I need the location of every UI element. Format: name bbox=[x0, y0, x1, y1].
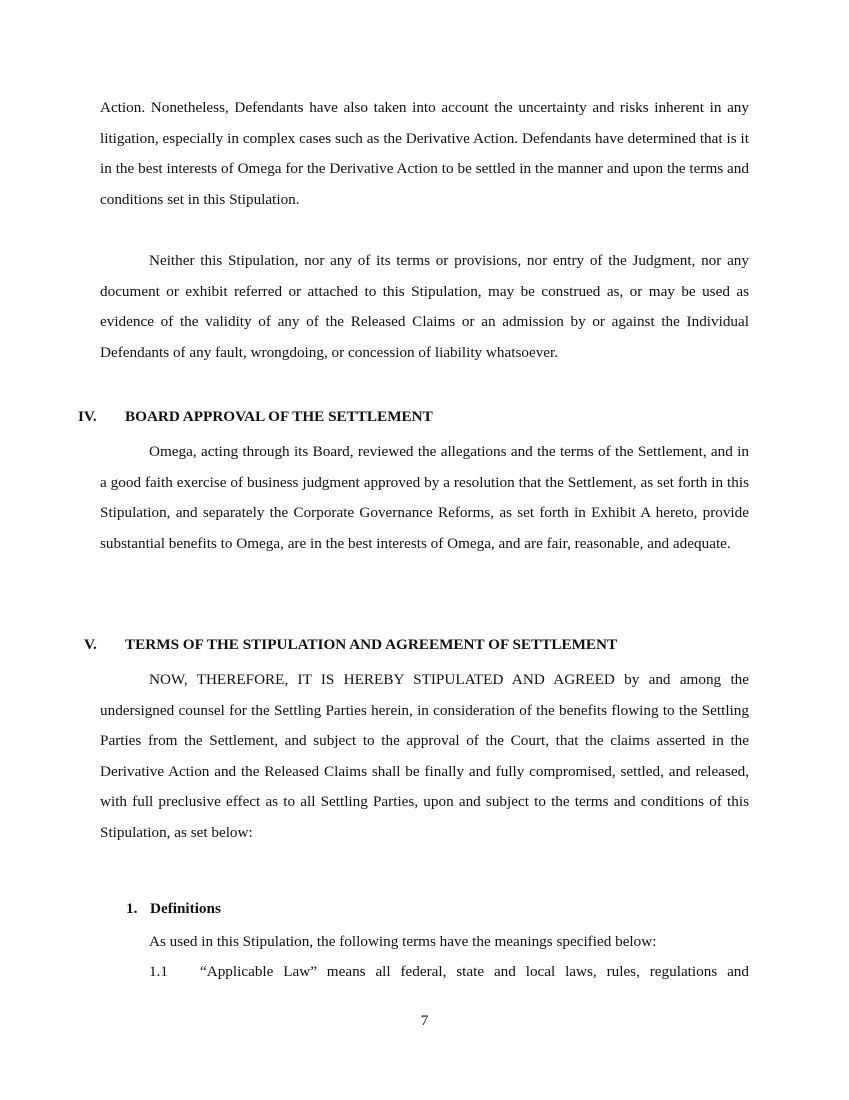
paragraph-definitions-intro: As used in this Stipulation, the following terms have the meanings specified below: bbox=[149, 933, 657, 950]
definitions-heading bbox=[126, 899, 221, 919]
section-v-number: V. bbox=[84, 636, 97, 653]
paragraph-board-approval: Omega, acting through its Board, reviewed the allegations and the terms of the Settlement, and in a good faith exercise of business judgment approved by a resolution that the Settlement, as set forth in this Stipulation, and separately the Corporate Governance Reforms, as set forth in Exhibit A hereto, provide substantial benefits to Omega, are in the best interests of Omega, and are fair, reasonable, and adequate. bbox=[100, 443, 749, 552]
section-iv-title: BOARD APPROVAL OF THE SETTLEMENT bbox=[125, 408, 433, 425]
definition-item-1-1 bbox=[149, 962, 749, 982]
section-iv-number: IV. bbox=[78, 408, 97, 425]
definition-item-number: 1.1 bbox=[149, 963, 168, 980]
definitions-number: 1. bbox=[126, 900, 138, 917]
section-v-title: TERMS OF THE STIPULATION AND AGREEMENT OF SETTLEMENT bbox=[125, 636, 618, 653]
definition-item-text: “Applicable Law” means all federal, state and local laws, rules, regulations and bbox=[200, 963, 749, 980]
paragraph-stipulated-agreed: NOW, THEREFORE, IT IS HEREBY STIPULATED AND AGREED by and among the undersigned counsel for the Settling Parties herein, in consideration of the benefits flowing to the Settling Parties from the Settlement, and subject to the approval of the Court, that the claims asserted in the Derivative Action and the Released Claims shall be finally and fully compromised, settled, and released, with full preclusive effect as to all Settling Parties, upon and subject to the terms and conditions of this Stipulation, as set below: bbox=[100, 671, 749, 841]
definitions-title: Definitions bbox=[150, 900, 221, 917]
page-number: 7 bbox=[420, 1012, 429, 1029]
paragraph-no-admission: Neither this Stipulation, nor any of its terms or provisions, nor entry of the Judgment, nor any document or exhibit referred or attached to this Stipulation, may be construed as, or may be used as evidence of the validity of any of the Released Claims or an admission by or against the Individual Defendants of any fault, wrongdoing, or concession of liability whatsoever. bbox=[100, 252, 749, 361]
paragraph-action-continuation: Action. Nonetheless, Defendants have also taken into account the uncertainty and risks inherent in any litigation, especially in complex cases such as the Derivative Action. Defendants have determined that is it in the best interests of Omega for the Derivative Action to be settled in the manner and upon the terms and conditions set in this Stipulation. bbox=[100, 99, 749, 208]
